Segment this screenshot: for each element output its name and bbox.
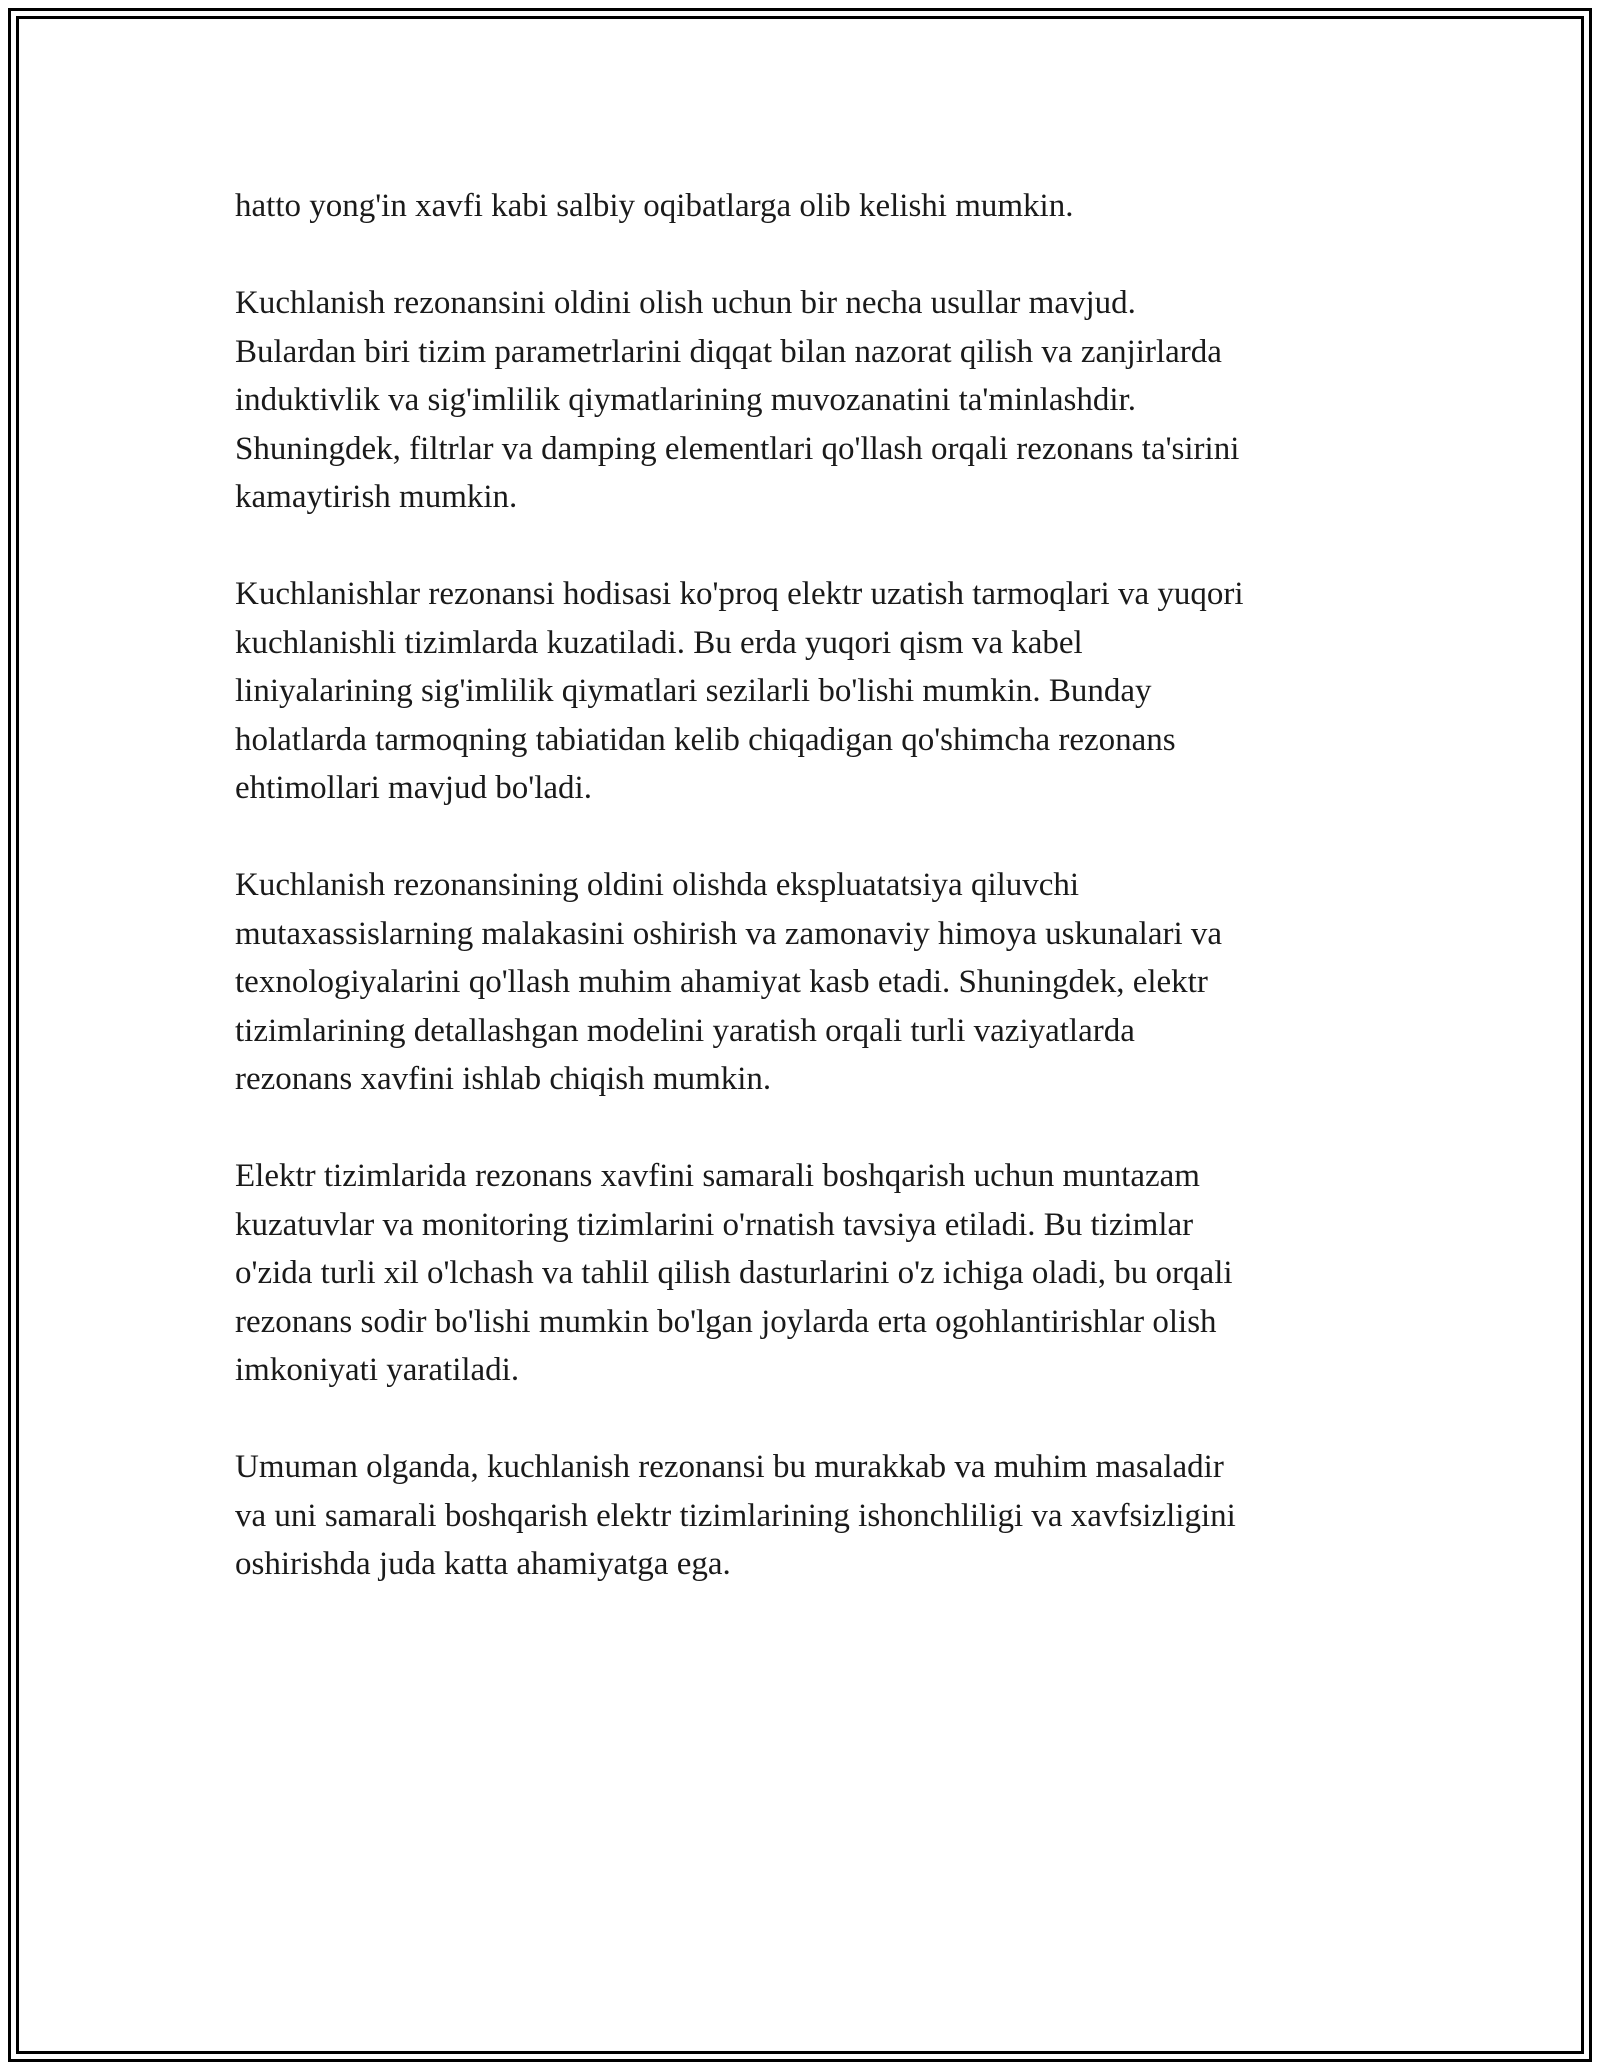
text-line: Shuningdek, filtrlar va damping elementlari qo'llash orqali rezonans ta'sirini xyxy=(235,430,1240,467)
paragraph-4 xyxy=(235,861,1365,1104)
text-line: hatto yong'in xavfi kabi salbiy oqibatlarga olib kelishi mumkin. xyxy=(235,188,1074,224)
text-line: mutaxassislarning malakasini oshirish va zamonaviy himoya uskunalari va xyxy=(235,915,1223,952)
paragraph-1 xyxy=(235,182,1365,231)
text-line: induktivlik va sig'imlilik qiymatlarining muvozanatini ta'minlashdir. xyxy=(235,382,1136,418)
paragraph-6 xyxy=(235,1443,1365,1589)
text-line: Bulardan biri tizim parametrlarini diqqat bilan nazorat qilish va zanjirlarda xyxy=(235,333,1222,370)
text-line: ehtimollari mavjud bo'ladi. xyxy=(235,770,592,806)
text-line: tizimlarining detallashgan modelini yaratish orqali turli vaziyatlarda xyxy=(235,1012,1135,1049)
text-line: kamaytirish mumkin. xyxy=(235,479,518,515)
paragraph-3 xyxy=(235,570,1365,813)
text-line: texnologiyalarini qo'llash muhim ahamiyat kasb etadi. Shuningdek, elektr xyxy=(235,964,1208,1000)
paragraph-2 xyxy=(235,279,1365,522)
text-line: liniyalarining sig'imlilik qiymatlari sezilarli bo'lishi mumkin. Bunday xyxy=(235,673,1152,709)
text-line: kuzatuvlar va monitoring tizimlarini o'rnatish tavsiya etiladi. Bu tizimlar xyxy=(235,1206,1194,1243)
text-line: Kuchlanishlar rezonansi hodisasi ko'proq elektr uzatish tarmoqlari va yuqori xyxy=(235,576,1244,612)
text-line: rezonans sodir bo'lishi mumkin bo'lgan joylarda erta ogohlantirishlar olish xyxy=(235,1303,1217,1340)
paragraph-5 xyxy=(235,1152,1365,1395)
text-line: Umuman olganda, kuchlanish rezonansi bu murakkab va muhim masaladir xyxy=(235,1449,1224,1485)
text-line: Kuchlanish rezonansining oldini olishda ekspluatatsiya qiluvchi xyxy=(235,867,1080,903)
text-line: rezonans xavfini ishlab chiqish mumkin. xyxy=(235,1061,772,1097)
text-line: kuchlanishli tizimlarda kuzatiladi. Bu erda yuqori qism va kabel xyxy=(235,624,1083,661)
document-body xyxy=(235,182,1365,1637)
text-line: o'zida turli xil o'lchash va tahlil qilish dasturlarini o'z ichiga oladi, bu orqali xyxy=(235,1255,1233,1291)
text-line: Kuchlanish rezonansini oldini olish uchun bir necha usullar mavjud. xyxy=(235,285,1136,321)
text-line: va uni samarali boshqarish elektr tizimlarining ishonchliligi va xavfsizligini xyxy=(235,1497,1236,1534)
text-line: holatlarda tarmoqning tabiatidan kelib chiqadigan qo'shimcha rezonans xyxy=(235,721,1176,758)
text-line: oshirishda juda katta ahamiyatga ega. xyxy=(235,1546,731,1582)
text-line: imkoniyati yaratiladi. xyxy=(235,1352,520,1388)
text-line: Elektr tizimlarida rezonans xavfini samarali boshqarish uchun muntazam xyxy=(235,1158,1200,1194)
